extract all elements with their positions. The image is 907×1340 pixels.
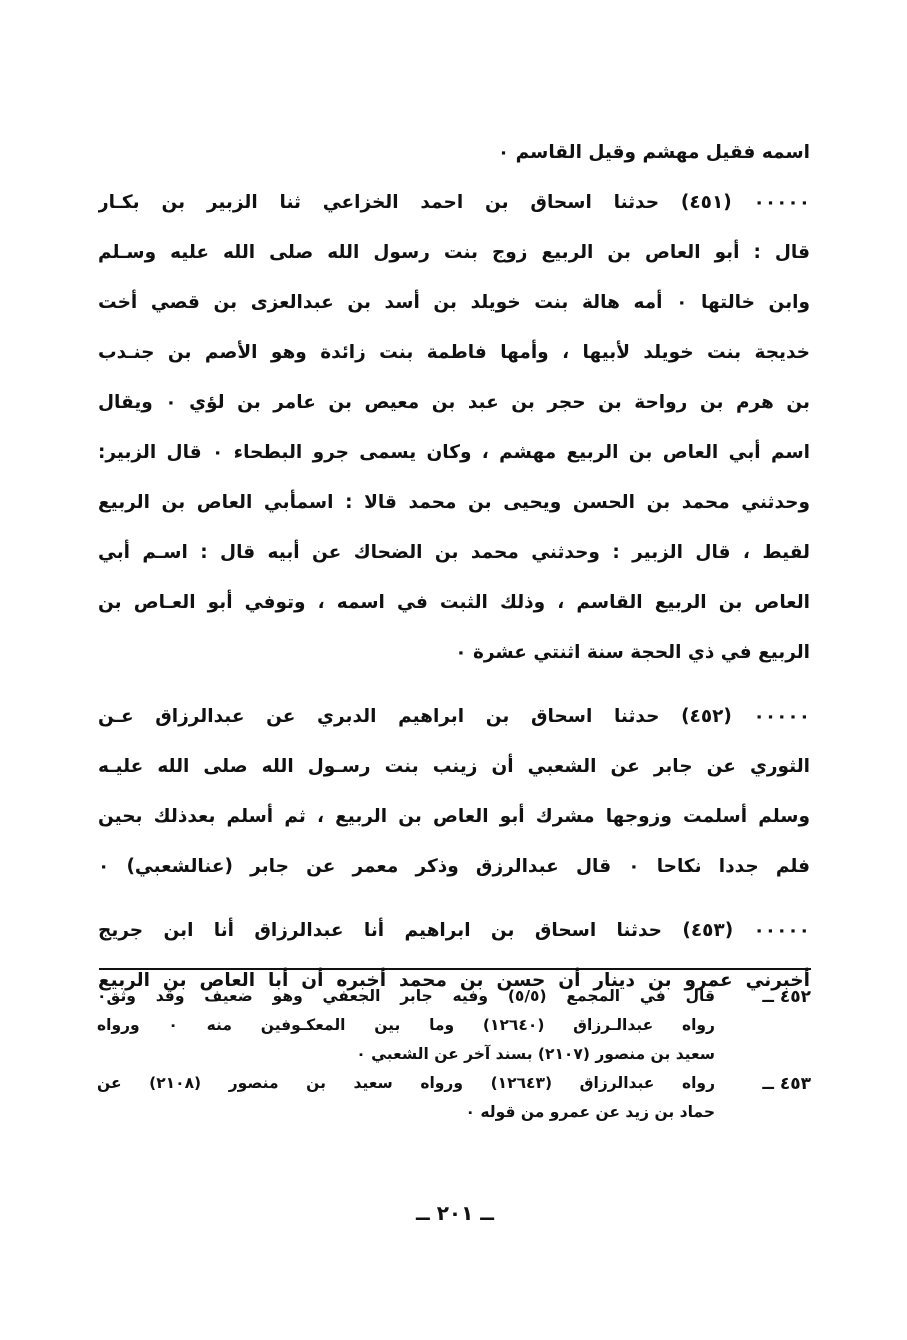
text-line: وحدثني محمد بن الحسن ويحيى بن محمد قالا : اسمأبي العاص بن الربيع (98, 492, 810, 513)
text-line: اسمه فقيل مهشم وقيل القاسم ٠ (497, 142, 810, 163)
text-line: أخبرني عمرو بن دينار أن حسن بن محمد أخبره أن أبا العاص بن الربيع (98, 970, 810, 991)
text-line: اسم أبي العاص بن الربيع مهشم ، وكان يسمى جرو البطحاء ٠ قال الزبير: (98, 442, 810, 463)
text-line: ٠٠٠٠٠ (٤٥٢) حدثنا اسحاق بن ابراهيم الدبري عن عبدالرزاق عـن (98, 706, 810, 727)
footnote-453 (97, 1069, 811, 1127)
text-line: العاص بن الربيع القاسم ، وذلك الثبت في اسمه ، وتوفي أبو العـاص بن (98, 592, 810, 613)
main-text (98, 128, 810, 1006)
text-line: ٠٠٠٠٠ (٤٥٣) حدثنا اسحاق بن ابراهيم أنا عبدالرزاق أنا ابن جريج (98, 920, 810, 941)
paragraph-gap (98, 892, 810, 906)
footnote-number: ٤٥٢ ــ (762, 987, 811, 1007)
footnote-line: حماد بن زيد عن عمرو من قوله ٠ (465, 1103, 715, 1121)
footnote-line: قال في المجمع (٥/٥) وفيه جابر الجعفي وهو ضعيف وقد وثق٠ (97, 987, 715, 1005)
text-line: الثوري عن جابر عن الشعبي أن زينب بنت رسـول الله صلى الله عليـه (98, 756, 810, 777)
text-line: وسلم أسلمت وزوجها مشرك أبو العاص بن الربيع ، ثم أسلم بعدذلك بحين (98, 806, 810, 827)
footnote-divider (99, 968, 811, 970)
footnote-line: رواه عبدالـرزاق (١٢٦٤٠) وما بين المعكـوفين منه ٠ ورواه (97, 1016, 715, 1034)
page-number: ــ ٢٠١ ــ (416, 1201, 494, 1225)
footnotes (97, 982, 811, 1127)
text-line: خديجة بنت خويلد لأبيها ، وأمها فاطمة بنت زائدة وهو الأصم بن جنـدب (98, 342, 810, 363)
text-line: الربيع في ذي الحجة سنة اثنتي عشرة ٠ (455, 642, 810, 663)
text-line: قال : أبو العاص بن الربيع زوج بنت رسول الله صلى الله عليه وسـلم (98, 242, 810, 263)
footnote-line: سعيد بن منصور (٢١٠٧) بسند آخر عن الشعبي ٠ (356, 1045, 715, 1063)
footnote-number: ٤٥٣ ــ (762, 1074, 811, 1094)
text-line: بن هرم بن رواحة بن حجر بن عبد بن معيص بن عامر بن لؤي ٠ ويقال (98, 392, 810, 413)
text-line: فلم جددا نكاحا ٠ قال عبدالرزق وذكر معمر عن جابر (عنالشعبي) ٠ (98, 856, 810, 877)
text-line: وابن خالتها ٠ أمه هالة بنت خويلد بن أسد بن عبدالعزى بن قصي أخت (98, 292, 810, 313)
text-line: ٠٠٠٠٠ (٤٥١) حدثنا اسحاق بن احمد الخزاعي ثنا الزبير بن بكـار (98, 192, 810, 213)
text-line: لقيط ، قال الزبير : وحدثني محمد بن الضحاك عن أبيه قال : اسـم أبي (98, 542, 810, 563)
footnote-line: رواه عبدالرزاق (١٢٦٤٣) ورواه سعيد بن منصور (٢١٠٨) عن (97, 1074, 715, 1092)
paragraph-gap (98, 678, 810, 692)
footnote-452 (97, 982, 811, 1069)
